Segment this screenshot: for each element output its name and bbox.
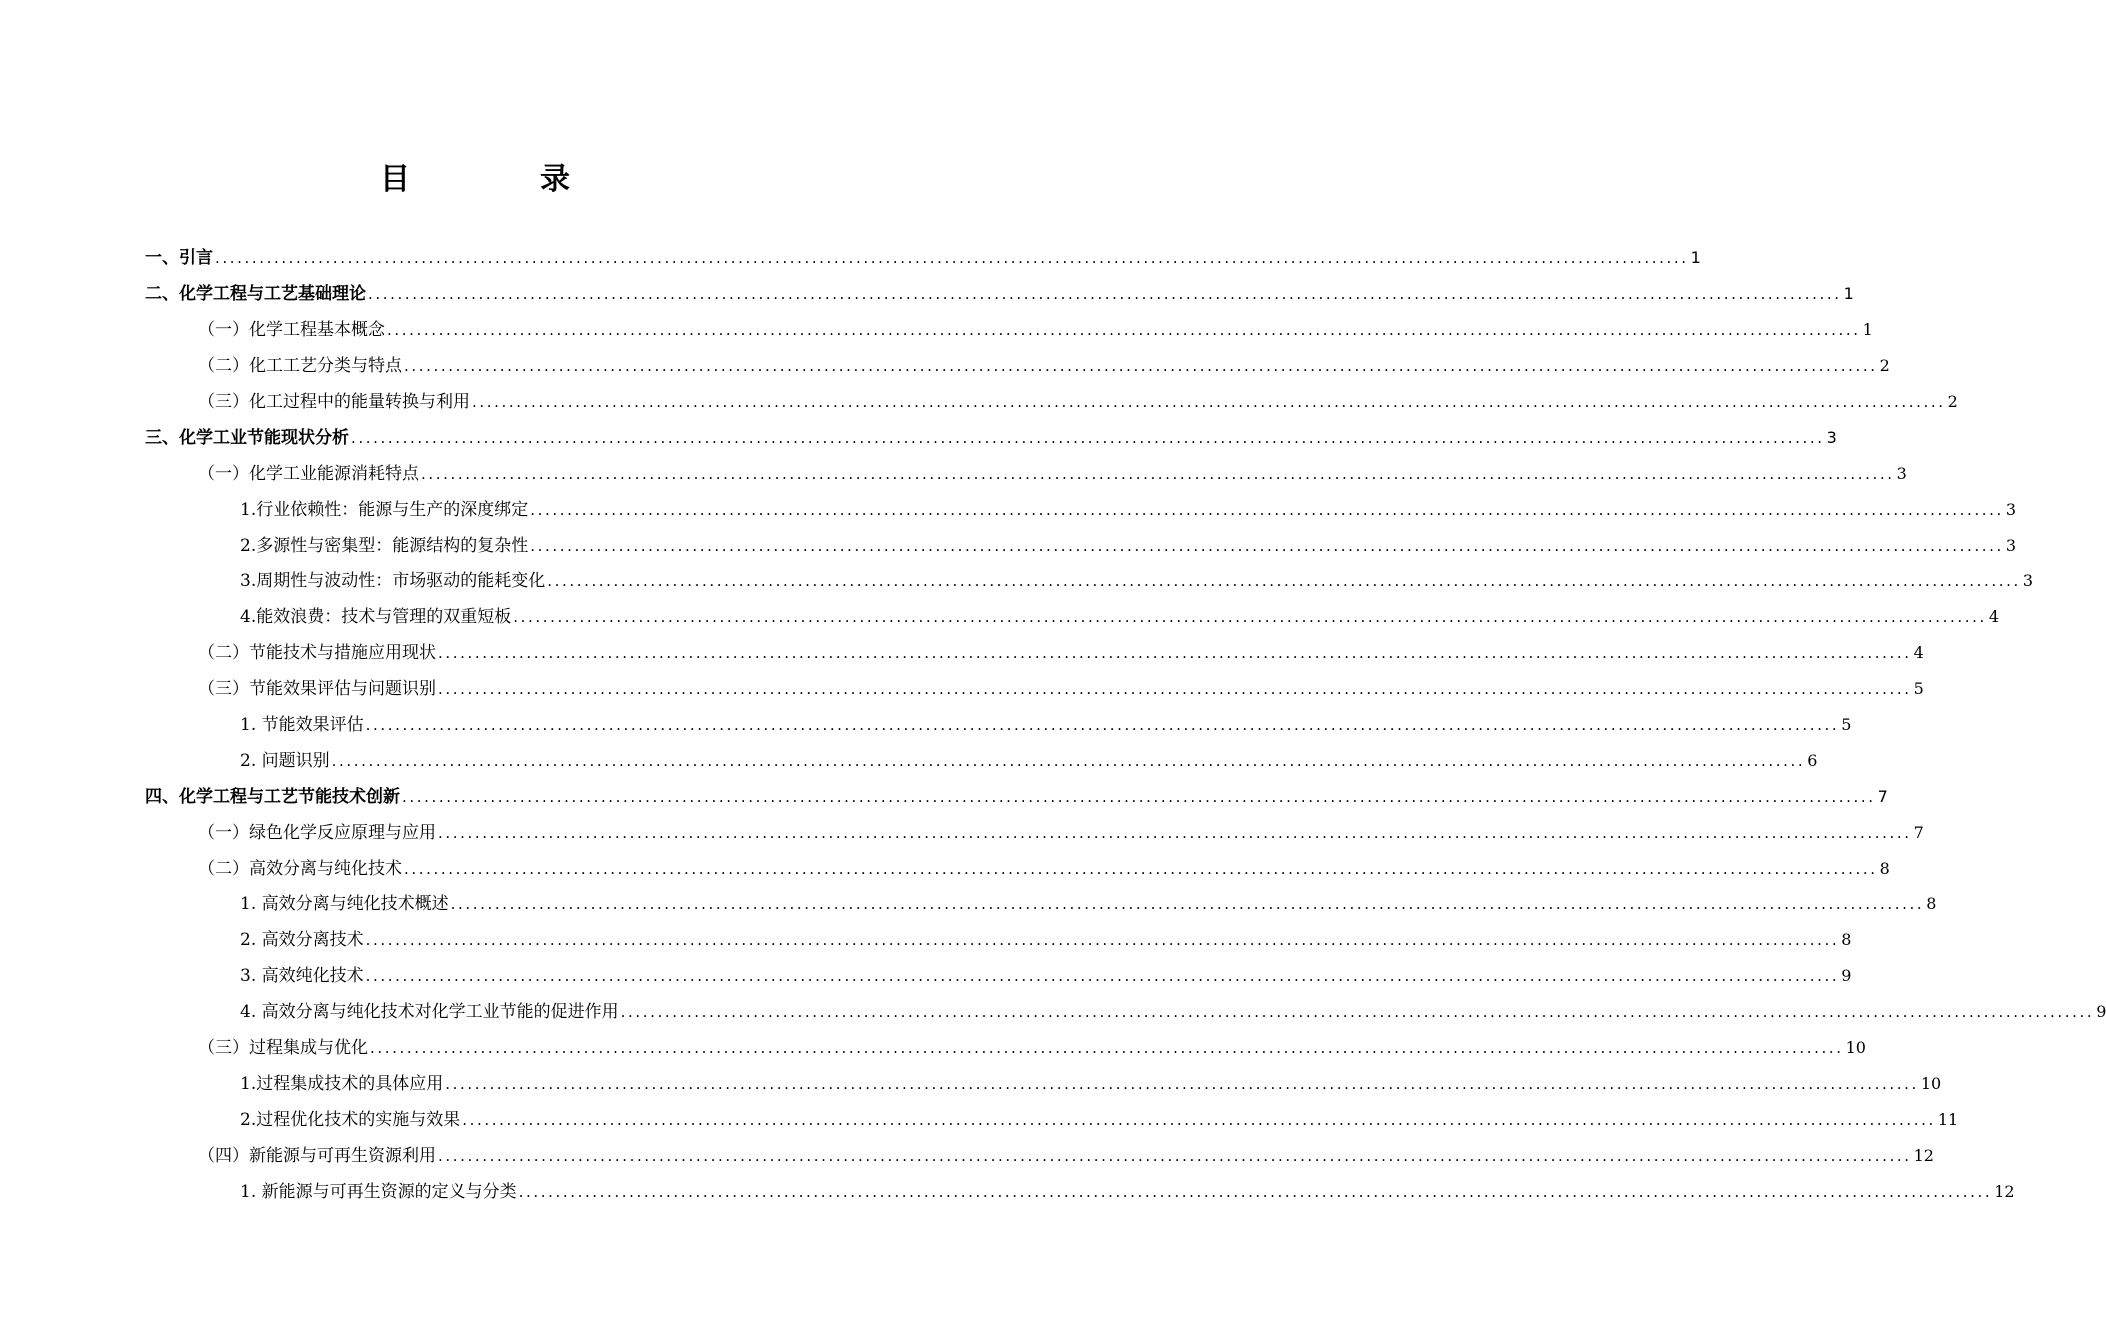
- toc-entry[interactable]: [0, 489, 2017, 525]
- toc-entry-title: 1. 节能效果评估: [240, 715, 364, 736]
- toc-entry[interactable]: [0, 274, 1854, 310]
- toc-dot-leader: ........................................................................................................................................................................................................: [215, 249, 1689, 268]
- toc-page-number: 12: [1913, 1145, 1934, 1165]
- toc-entry-title: 4.能效浪费：技术与管理的双重短板: [240, 607, 512, 628]
- toc-dot-leader: ........................................................................................................................................................................................................: [547, 572, 2021, 591]
- toc-entry-title: 4. 高效分离与纯化技术对化学工业节能的促进作用: [240, 1002, 619, 1023]
- toc-entry[interactable]: [0, 1028, 1866, 1064]
- toc-page-number: 8: [1841, 930, 1852, 950]
- toc-entry[interactable]: [0, 705, 1852, 741]
- toc-dot-leader: ........................................................................................................................................................................................................: [438, 823, 1912, 842]
- toc-entry-title: （四）新能源与可再生资源利用: [198, 1145, 436, 1166]
- toc-dot-leader: ........................................................................................................................................................................................................: [462, 1110, 1936, 1129]
- toc-dot-leader: ........................................................................................................................................................................................................: [365, 931, 1840, 950]
- toc-page-number: 12: [1994, 1181, 2015, 1201]
- toc-page-number: 8: [1879, 858, 1890, 878]
- toc-entry-title: 3. 高效纯化技术: [240, 966, 364, 987]
- toc-entry[interactable]: [0, 346, 1890, 382]
- toc-entry[interactable]: [0, 992, 2106, 1028]
- toc-dot-leader: ........................................................................................................................................................................................................: [368, 285, 1842, 304]
- toc-entry-title: （一）化学工程基本概念: [198, 320, 385, 341]
- toc-entry[interactable]: [0, 382, 1958, 418]
- toc-dot-leader: ........................................................................................................................................................................................................: [438, 680, 1912, 699]
- toc-entry-title: （一）绿色化学反应原理与应用: [198, 822, 436, 843]
- toc-entry-title: （三）化工过程中的能量转换与利用: [198, 392, 470, 412]
- toc-entry[interactable]: [0, 740, 1818, 776]
- toc-entry-title: 二、化学工程与工艺基础理论: [145, 284, 366, 305]
- toc-entry[interactable]: [0, 669, 1924, 705]
- toc-dot-leader: ........................................................................................................................................................................................................: [438, 644, 1912, 663]
- toc-page-number: 1: [1843, 284, 1854, 304]
- toc-entry[interactable]: [0, 812, 1924, 848]
- toc-dot-leader: ........................................................................................................................................................................................................: [445, 1074, 1919, 1093]
- toc-dot-leader: ........................................................................................................................................................................................................: [472, 393, 1946, 411]
- toc-entry[interactable]: [0, 310, 1873, 346]
- toc-page-number: 11: [1937, 1109, 1959, 1129]
- toc-entry-title: 2. 高效分离技术: [240, 930, 364, 951]
- toc-entry-title: 2.多源性与密集型：能源结构的复杂性: [240, 535, 529, 556]
- toc-entry-title: 2.过程优化技术的实施与效果: [240, 1109, 461, 1130]
- toc-entry[interactable]: [0, 1099, 1959, 1135]
- toc-page-number: 5: [1913, 679, 1924, 699]
- toc-dot-leader: ........................................................................................................................................................................................................: [404, 859, 1878, 878]
- toc-dot-leader: ........................................................................................................................................................................................................: [365, 967, 1840, 986]
- toc-dot-leader: ........................................................................................................................................................................................................: [620, 1003, 2095, 1022]
- table-of-contents: [0, 238, 2106, 1207]
- toc-entry-title: 3.周期性与波动性：市场驱动的能耗变化: [240, 571, 546, 592]
- toc-page-number: 9: [1841, 966, 1852, 986]
- toc-page-number: 10: [1920, 1073, 1942, 1093]
- toc-dot-leader: ........................................................................................................................................................................................................: [450, 895, 1925, 914]
- toc-entry-title: 四、化学工程与工艺节能技术创新: [145, 786, 400, 807]
- toc-page-number: 5: [1841, 715, 1852, 735]
- toc-dot-leader: ........................................................................................................................................................................................................: [365, 716, 1840, 735]
- toc-entry-title: 1. 新能源与可再生资源的定义与分类: [240, 1181, 517, 1202]
- toc-dot-leader: ........................................................................................................................................................................................................: [387, 321, 1861, 340]
- toc-page-number: 2: [1879, 356, 1890, 376]
- toc-page-number: 1: [1690, 248, 1701, 268]
- toc-page-number: 1: [1862, 320, 1873, 340]
- toc-entry[interactable]: [0, 238, 1701, 274]
- toc-entry-title: （三）过程集成与优化: [198, 1038, 368, 1059]
- toc-page-number: 10: [1845, 1038, 1866, 1058]
- toc-entry[interactable]: [0, 1135, 1934, 1171]
- toc-dot-leader: ........................................................................................................................................................................................................: [402, 787, 1876, 806]
- toc-page-number: 4: [1913, 643, 1924, 663]
- toc-entry[interactable]: [0, 884, 1937, 920]
- toc-entry-title: 2. 问题识别: [240, 750, 330, 771]
- toc-entry[interactable]: [0, 1171, 2015, 1207]
- toc-page-number: 9: [2096, 1002, 2106, 1022]
- toc-page-number: 3: [1896, 463, 1907, 483]
- toc-page-number: 4: [1988, 607, 2000, 627]
- toc-entry[interactable]: [0, 453, 1907, 489]
- toc-entry-title: （二）化工工艺分类与特点: [198, 356, 402, 377]
- toc-entry[interactable]: [0, 920, 1852, 956]
- toc-page-number: 7: [1913, 822, 1924, 842]
- toc-entry-title: 1.过程集成技术的具体应用: [240, 1073, 444, 1094]
- toc-entry-title: 1.行业依赖性：能源与生产的深度绑定: [240, 499, 529, 520]
- toc-dot-leader: ........................................................................................................................................................................................................: [530, 500, 2004, 519]
- toc-page-number: 3: [2022, 571, 2034, 591]
- toc-page-number: 7: [1877, 786, 1888, 806]
- toc-page-number: 8: [1926, 894, 1937, 914]
- toc-page-number: 3: [2005, 535, 2017, 555]
- toc-entry[interactable]: [0, 597, 2000, 633]
- toc-entry-title: 1. 高效分离与纯化技术概述: [240, 894, 449, 915]
- toc-dot-leader: ........................................................................................................................................................................................................: [421, 464, 1895, 483]
- toc-entry-title: （三）节能效果评估与问题识别: [198, 679, 436, 700]
- toc-entry-title: （二）节能技术与措施应用现状: [198, 643, 436, 664]
- toc-page-number: 3: [2005, 499, 2017, 519]
- toc-page-number: 6: [1807, 750, 1818, 770]
- toc-entry-title: 三、化学工业节能现状分析: [145, 427, 349, 448]
- toc-entry[interactable]: [0, 848, 1890, 884]
- toc-dot-leader: ........................................................................................................................................................................................................: [438, 1146, 1912, 1165]
- toc-entry[interactable]: [0, 525, 2017, 561]
- toc-entry[interactable]: [0, 633, 1924, 669]
- toc-dot-leader: ........................................................................................................................................................................................................: [351, 428, 1825, 447]
- toc-entry[interactable]: [0, 956, 1852, 992]
- toc-entry[interactable]: [0, 776, 1888, 812]
- toc-dot-leader: ........................................................................................................................................................................................................: [530, 536, 2004, 555]
- toc-entry[interactable]: [0, 1063, 1942, 1099]
- toc-dot-leader: ........................................................................................................................................................................................................: [518, 1182, 1993, 1201]
- toc-entry-title: （一）化学工业能源消耗特点: [198, 463, 419, 484]
- toc-dot-leader: ........................................................................................................................................................................................................: [331, 751, 1806, 770]
- toc-dot-leader: ........................................................................................................................................................................................................: [370, 1039, 1844, 1058]
- toc-entry-title: 一、引言: [145, 248, 213, 269]
- page-title: 目 录: [380, 162, 620, 197]
- toc-dot-leader: ........................................................................................................................................................................................................: [513, 608, 1987, 627]
- toc-entry[interactable]: [0, 417, 1837, 453]
- toc-page-number: 3: [1826, 427, 1837, 447]
- toc-entry-title: （二）高效分离与纯化技术: [198, 858, 402, 879]
- toc-entry[interactable]: [0, 561, 2034, 597]
- toc-dot-leader: ........................................................................................................................................................................................................: [404, 357, 1878, 376]
- toc-page-number: 2: [1947, 392, 1958, 411]
